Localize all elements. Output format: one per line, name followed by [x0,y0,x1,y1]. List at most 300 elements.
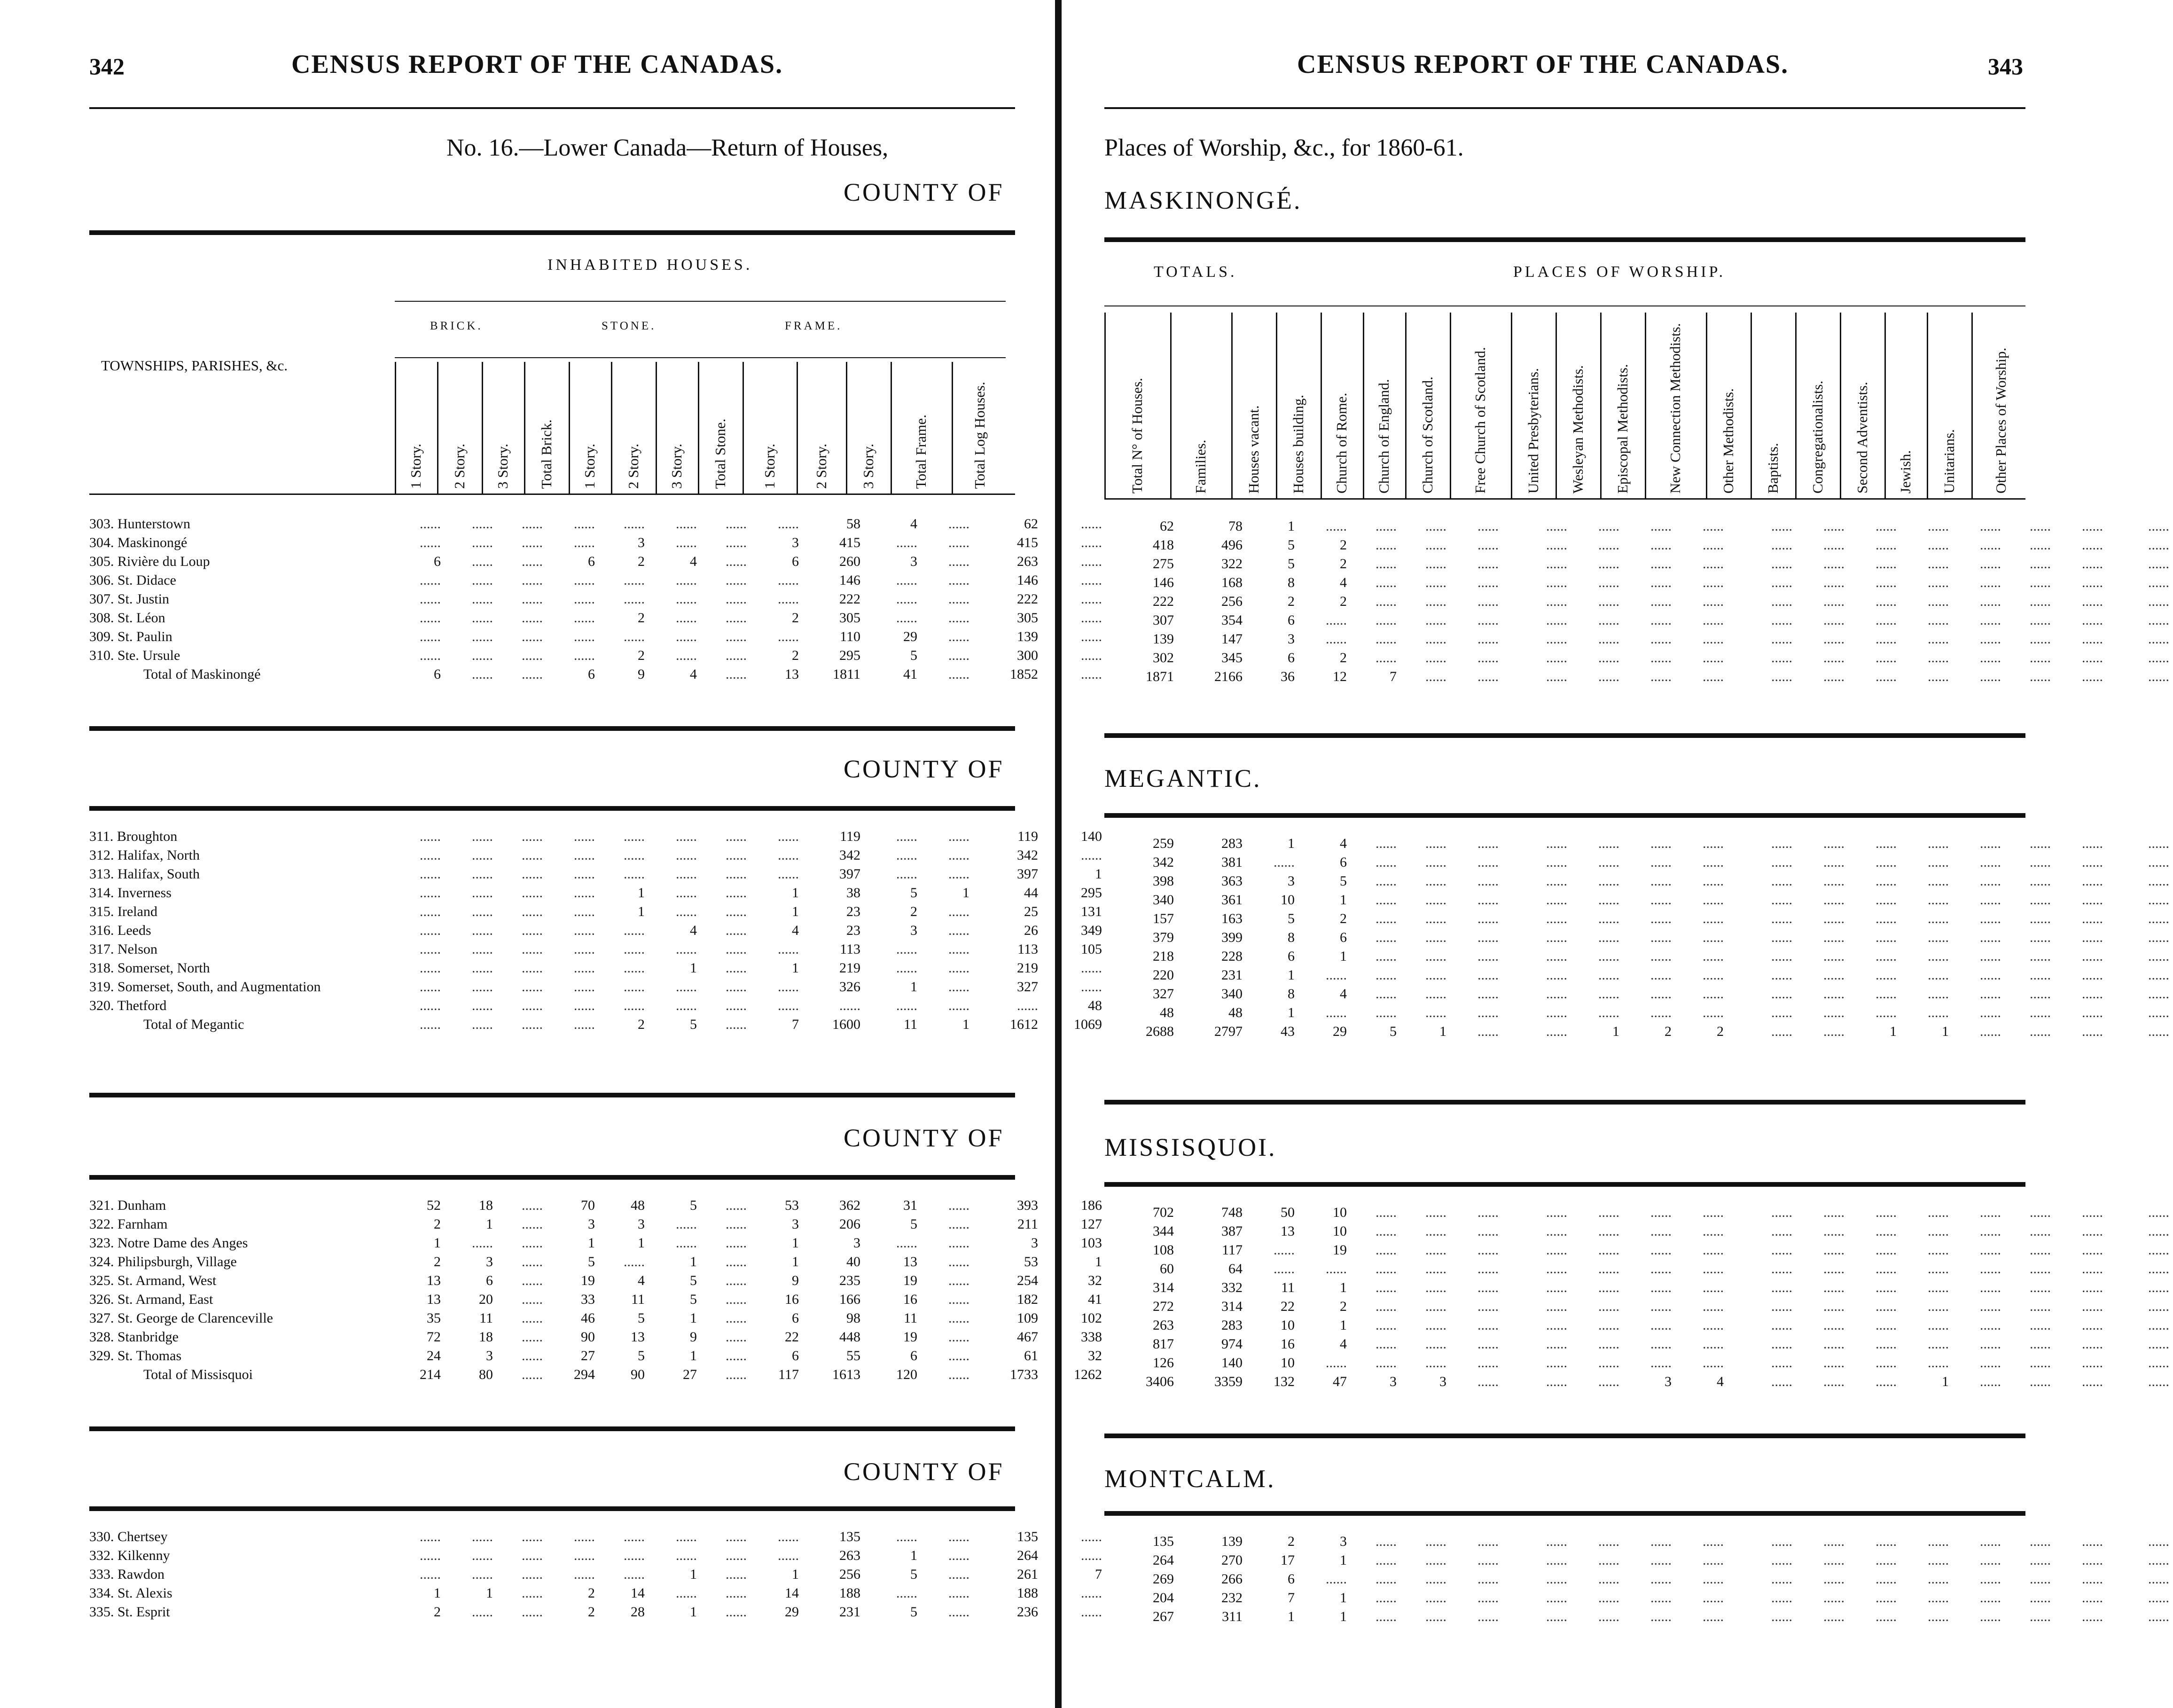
cell: 354 [1221,612,1243,628]
cell: ...... [1823,1609,1845,1624]
cell: ...... [1376,1552,1397,1568]
cell: 345 [1221,650,1243,666]
cell: ...... [1928,1280,1949,1295]
cell: 35 [427,1310,441,1326]
cell: ...... [624,923,645,938]
rule-3 [89,806,1015,811]
cell: ...... [2082,911,2103,926]
cell: ...... [1326,1261,1347,1277]
cell: ...... [1703,911,1724,926]
cell: ...... [1425,1609,1446,1624]
cell: 19 [903,1273,917,1288]
cell: 448 [839,1329,860,1345]
cell: 1 [1340,1280,1347,1295]
cell: 11 [631,1292,645,1307]
cell: 1 [690,1254,697,1269]
cell: ...... [522,572,543,588]
right-page-number: 343 [1988,53,2023,79]
worship-header: PLACES OF WORSHIP. [1513,263,1726,281]
cell: ...... [948,1292,969,1307]
cell: ...... [1650,948,1672,964]
cell: 3 [638,535,645,550]
cell: ...... [1823,537,1845,553]
cell: ...... [1546,854,1567,870]
table-row [89,978,1106,996]
cell: ...... [2148,1552,2169,1568]
cell: 1 [690,1348,697,1363]
cell: ...... [1598,1355,1619,1371]
cell: ...... [1703,1590,1724,1606]
cell: 1 [1288,967,1295,983]
cell: 44 [1024,885,1038,901]
total-cell: 80 [479,1367,493,1382]
total-cell: 1871 [1146,669,1174,684]
totals-header: TOTALS. [1154,263,1237,281]
cell: ...... [1376,594,1397,609]
cell: ...... [1771,967,1792,983]
cell: ...... [1425,1355,1446,1371]
cell: 327 [1017,979,1038,995]
total-cell: 3406 [1146,1374,1174,1389]
column-divider [891,362,892,494]
cell: ...... [1928,930,1949,945]
cell: ...... [1823,892,1845,908]
cell: 16 [785,1292,799,1307]
cell: 48 [631,1198,645,1213]
total-cell: 2 [1717,1024,1724,1039]
cell: ...... [1876,1261,1897,1277]
row-label: 309. St. Paulin [89,629,172,644]
cell: ...... [624,847,645,863]
table-row [1104,1203,2173,1222]
table-row [89,1528,1106,1546]
cell: ...... [1650,967,1672,983]
cell: 254 [1017,1273,1038,1288]
cell: ...... [1823,1223,1845,1239]
table-row [89,827,1106,846]
cell: ...... [726,648,747,663]
cell: ...... [1771,1336,1792,1352]
cell: ...... [1703,948,1724,964]
cell: ...... [1546,967,1567,983]
cell: 2 [1340,1299,1347,1314]
cell: ...... [726,1548,747,1563]
total-cell: 7 [792,1017,799,1032]
cell: ...... [574,572,595,588]
cell: ...... [1876,911,1897,926]
left-running-head: CENSUS REPORT OF THE CANADAS. [291,50,783,79]
cell: 23 [846,904,860,919]
cell: ...... [522,979,543,995]
cell: ...... [1598,1609,1619,1624]
cell: ...... [522,554,543,569]
cell: 1 [638,904,645,919]
column-divider [1170,313,1172,498]
column-divider [846,362,847,494]
cell: ...... [1376,1242,1397,1258]
cell: ...... [1703,1552,1724,1568]
cell: 314 [1221,1299,1243,1314]
montcalm-houses-table [89,1528,1106,1622]
cell: ...... [1771,518,1792,534]
cell: ...... [1823,1571,1845,1587]
cell: 393 [1017,1198,1038,1213]
cell: ...... [1771,873,1792,889]
cell: 5 [1340,873,1347,889]
cell: 55 [846,1348,860,1363]
row-label: 307. St. Justin [89,591,170,607]
cell: ...... [726,1585,747,1601]
cell: ...... [676,591,697,607]
row-label: 323. Notre Dame des Anges [89,1235,248,1251]
cell: ...... [1823,948,1845,964]
total-cell: 1600 [832,1017,860,1032]
cell: ...... [1980,1336,2001,1352]
cell: 235 [839,1273,860,1288]
cell: ...... [1823,1590,1845,1606]
cell: ...... [1928,594,1949,609]
cell: ...... [1980,1552,2001,1568]
cell: ...... [1477,556,1499,572]
r-rule-7 [1104,1511,2025,1516]
total-cell: 214 [420,1367,441,1382]
cell: ...... [948,1216,969,1232]
cell: ...... [1546,575,1567,590]
cell: ...... [1425,594,1446,609]
cell: ...... [1477,1355,1499,1371]
column-header: 1 Story. [407,443,424,489]
cell: 222 [1153,594,1174,609]
cell: ...... [2148,1205,2169,1220]
cell: ...... [2030,836,2051,851]
column-divider [1927,313,1928,498]
column-header: Wesleyan Methodists. [1569,365,1586,494]
cell: ...... [2148,873,2169,889]
cell: ...... [1376,986,1397,1002]
column-header: Other Places of Worship. [1992,347,2009,494]
cell: 6 [434,554,441,569]
cell: ...... [1376,1355,1397,1371]
cell: ...... [1980,575,2001,590]
cell: 11 [1281,1280,1295,1295]
cell: 32 [1088,1273,1102,1288]
cell: ...... [1703,1205,1724,1220]
cell: ...... [472,516,493,532]
cell: ...... [2148,650,2169,666]
cell: ...... [1823,1317,1845,1333]
cell: 29 [903,629,917,644]
cell: ...... [948,535,969,550]
cell: ...... [2148,911,2169,926]
cell: ...... [1650,1336,1672,1352]
cell: ...... [1876,1609,1897,1624]
cell: 48 [1160,1005,1174,1020]
row-label: 330. Chertsey [89,1529,168,1544]
cell: ...... [2030,930,2051,945]
table-row [89,627,1106,646]
cell: ...... [1081,516,1102,532]
total-cell: ...... [1477,1024,1499,1039]
cell: ...... [1650,1609,1672,1624]
cell: ...... [726,1348,747,1363]
cell: ...... [1650,1355,1672,1371]
cell: ...... [1771,1299,1792,1314]
cell: ...... [1771,650,1792,666]
cell: ...... [1546,631,1567,647]
cell: ...... [1598,1280,1619,1295]
megantic-worship-table [1104,834,2173,1041]
cell: ...... [1928,1261,1949,1277]
row-label: 310. Ste. Ursule [89,648,180,663]
cell: ...... [2030,1205,2051,1220]
cell: ...... [1928,1336,1949,1352]
total-cell: ...... [1703,669,1724,684]
cell: ...... [1876,1205,1897,1220]
column-header: United Presbyterians. [1524,368,1541,494]
cell: 6 [1288,612,1295,628]
total-row [1104,667,2173,686]
cell: ...... [1771,1552,1792,1568]
cell: ...... [472,1604,493,1620]
cell: ...... [2082,986,2103,1002]
row-label: 314. Inverness [89,885,172,901]
row-label: 325. St. Armand, West [89,1273,217,1288]
cell: ...... [1771,930,1792,945]
cell: 211 [1017,1216,1038,1232]
cell: ...... [420,629,441,644]
cell: 260 [839,554,860,569]
cell: ...... [839,998,860,1013]
cell: ...... [1598,594,1619,609]
cell: ...... [726,554,747,569]
cell: ...... [1546,1590,1567,1606]
cell: ...... [1326,612,1347,628]
cell: ...... [1650,1205,1672,1220]
total-cell: ...... [1823,669,1845,684]
cell: ...... [1703,631,1724,647]
cell: ...... [896,572,917,588]
cell: ...... [1703,1534,1724,1549]
cell: 3 [486,1348,493,1363]
cell: ...... [472,535,493,550]
row-label: 322. Farnham [89,1216,168,1232]
cell: ...... [2082,537,2103,553]
column-header: Congregationalists. [1809,380,1826,494]
cell: ...... [624,829,645,844]
cell: ...... [522,904,543,919]
cell: ...... [778,847,799,863]
cell: ...... [574,904,595,919]
cell: ...... [2148,1609,2169,1624]
cell: 3 [486,1254,493,1269]
row-label: 333. Rawdon [89,1567,164,1582]
cell: 78 [1228,518,1243,534]
column-header: Total Stone. [711,418,728,489]
cell: 256 [839,1567,860,1582]
cell: 322 [1221,556,1243,572]
cell: ...... [2148,1261,2169,1277]
cell: 40 [846,1254,860,1269]
cell: 349 [1081,923,1102,938]
cell: ...... [2082,1280,2103,1295]
cell: ...... [1477,594,1499,609]
cell: 1 [1288,836,1295,851]
cell: ...... [726,516,747,532]
cell: ...... [1546,1280,1567,1295]
cell: 139 [1153,631,1174,647]
cell: ...... [1598,911,1619,926]
cell: ...... [2082,556,2103,572]
cell: 5 [1288,556,1295,572]
cell: ...... [1546,1355,1567,1371]
total-cell: 2166 [1214,669,1243,684]
stone-header: STONE. [602,320,657,332]
cell: ...... [1477,575,1499,590]
cell: 397 [839,866,860,882]
cell: ...... [1876,930,1897,945]
total-cell: 1 [1942,1024,1949,1039]
cell: ...... [1928,986,1949,1002]
cell: ...... [1477,1552,1499,1568]
cell: 8 [1288,930,1295,945]
row-label: 312. Halifax, North [89,847,200,863]
cell: ...... [2030,854,2051,870]
cell: ...... [472,923,493,938]
cell: ...... [1425,948,1446,964]
sub-rule [395,357,1006,358]
table-row [89,1347,1106,1365]
county-megantic: MEGANTIC. [1104,764,1262,792]
cell: 283 [1221,836,1243,851]
cell: ...... [1477,986,1499,1002]
cell: ...... [1876,1317,1897,1333]
cell: ...... [1928,1355,1949,1371]
cell: ...... [1703,930,1724,945]
column-divider [698,362,699,494]
column-divider [1751,313,1752,498]
county-label-1: COUNTY OF [844,178,1004,206]
cell: ...... [420,591,441,607]
cell: ...... [1703,1336,1724,1352]
cell: ...... [1703,1005,1724,1020]
column-header: 1 Story. [581,443,598,489]
cell: ...... [948,829,969,844]
cell: ...... [1326,1355,1347,1371]
cell: ...... [1477,1609,1499,1624]
cell: ...... [1823,854,1845,870]
cell: ...... [948,1273,969,1288]
cell: ...... [522,829,543,844]
cell: 14 [631,1585,645,1601]
cell: 19 [581,1273,595,1288]
cell: ...... [2148,1280,2169,1295]
r-rule-3 [1104,813,2025,818]
cell: ...... [1928,1005,1949,1020]
cell: 4 [792,923,799,938]
cell: 139 [1017,629,1038,644]
column-divider [524,362,525,494]
cell: 146 [839,572,860,588]
cell: ...... [1823,986,1845,1002]
total-cell: 2688 [1146,1024,1174,1039]
cell: ...... [1650,1280,1672,1295]
cell: ...... [1598,873,1619,889]
cell: ...... [574,847,595,863]
cell: ...... [1425,537,1446,553]
cell: ...... [420,866,441,882]
row-label: 315. Ireland [89,904,157,919]
cell: ...... [1771,1571,1792,1587]
cell: ...... [1477,873,1499,889]
cell: 23 [846,923,860,938]
cell: ...... [1598,854,1619,870]
cell: ...... [2030,1261,2051,1277]
cell: ...... [726,1254,747,1269]
table-row [1104,1297,2173,1316]
cell: ...... [1980,518,2001,534]
cell: ...... [1425,518,1446,534]
cell: ...... [624,1254,645,1269]
cell: ...... [1980,631,2001,647]
cell: ...... [574,1567,595,1582]
cell: ...... [1598,930,1619,945]
cell: ...... [676,829,697,844]
total-cell: ...... [1425,669,1446,684]
cell: 269 [1153,1571,1174,1587]
table-row [89,1215,1106,1234]
cell: ...... [1376,1317,1397,1333]
cell: 2 [434,1216,441,1232]
cell: ...... [1081,847,1102,863]
cell: ...... [1876,1223,1897,1239]
cell: 1 [792,1567,799,1582]
cell: ...... [1598,948,1619,964]
cell: ...... [1081,960,1102,976]
cell: 1 [792,960,799,976]
cell: ...... [1477,1534,1499,1549]
cell: ...... [1876,518,1897,534]
total-row [89,665,1106,684]
right-running-head: CENSUS REPORT OF THE CANADAS. [1297,50,1789,79]
cell: ...... [522,1329,543,1345]
column-divider [952,362,953,494]
cell: ...... [1546,873,1567,889]
cell: ...... [1876,873,1897,889]
cell: 2 [1340,556,1347,572]
cell: 222 [1017,591,1038,607]
cell: ...... [420,1548,441,1563]
cell: 219 [839,960,860,976]
cell: ...... [1376,1590,1397,1606]
column-divider [1840,313,1841,498]
cell: 90 [581,1329,595,1345]
total-cell: ...... [2030,1374,2051,1389]
cell: ...... [1876,1299,1897,1314]
column-header: 3 Story. [494,443,511,489]
cell: ...... [522,885,543,901]
total-cell: ...... [1771,669,1792,684]
cell: ...... [574,960,595,976]
cell: ...... [1598,1223,1619,1239]
cell: ...... [1546,930,1567,945]
total-cell: ...... [1980,1374,2001,1389]
cell: ...... [1081,572,1102,588]
cell: ...... [1703,650,1724,666]
cell: 259 [1153,836,1174,851]
cell: ...... [472,979,493,995]
cell: ...... [1980,930,2001,945]
cell: 61 [1024,1348,1038,1363]
